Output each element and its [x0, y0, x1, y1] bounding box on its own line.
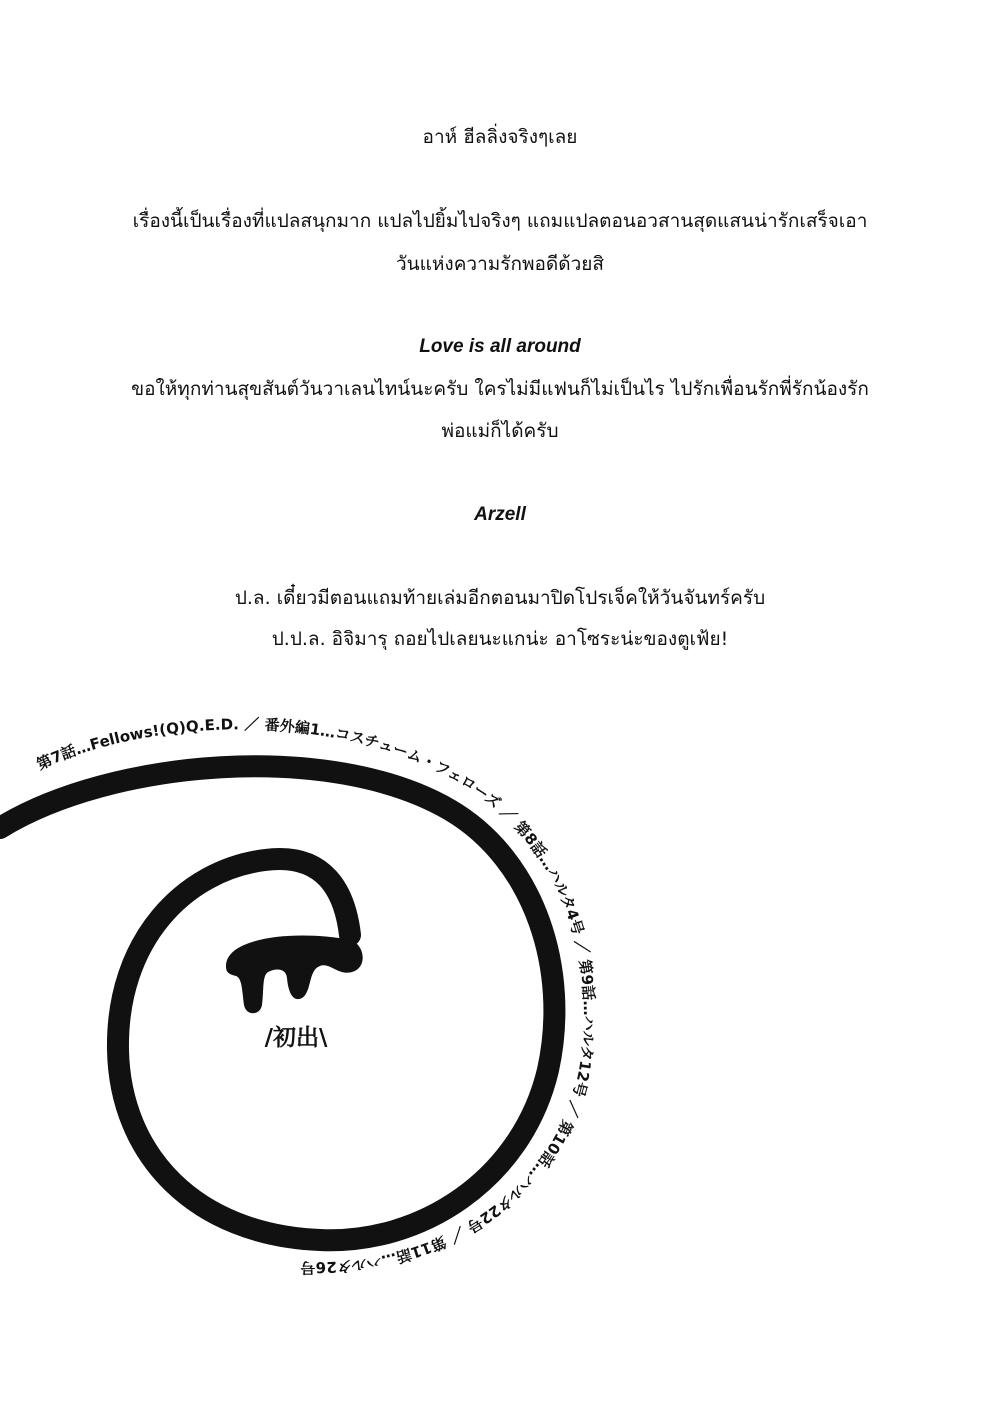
note-ps-2: ป.ป.ล. อิจิมารุ ถอยไปเลยนะแกน่ะ อาโซระน่ะของตูเฟ้ย!	[271, 628, 729, 650]
note-paragraph-1-line-1: เรื่องนี้เป็นเรื่องที่แปลสนุกมาก แปลไปยิ้มไปจริงๆ แถมแปลตอนอวสานสุดแสนน่ารักเสร็จเอา	[132, 210, 868, 232]
spiral-credits-path-text: 第7話…Fellows!(Q)Q.E.D. ／ 番外編1…コスチューム・フェローズ ／ 第8話…ハルタ4号 ／ 第9話…ハルタ12号 ／ 第10話…ハルタ22号 ／ 第11話…ハルタ26号	[33, 715, 599, 1277]
note-line-1: อาห์ ฮีลลิ่งจริงๆเลย	[422, 126, 578, 148]
note-slogan: Love is all around	[419, 336, 581, 357]
spiral-heading: /初出\	[264, 1025, 328, 1051]
note-paragraph-1-line-2: วันแห่งความรักพอดีด้วยสิ	[396, 253, 604, 275]
spiral-stroke	[0, 766, 554, 1240]
note-paragraph-2-line-1: ขอให้ทุกท่านสุขสันต์วันวาเลนไทน์นะครับ ใครไม่มีแฟนก็ไม่เป็นไร ไปรักเพื่อนรักพี่รักน้องรัก	[131, 378, 869, 400]
note-signature: Arzell	[474, 504, 526, 525]
drip-blob	[226, 936, 363, 1014]
note-paragraph-2-line-2: พ่อแม่ก็ได้ครับ	[441, 420, 559, 442]
note-ps-1: ป.ล. เดี๋ยวมีตอนแถมท้ายเล่มอีกตอนมาปิดโปรเจ็คให้วันจันทร์ครับ	[234, 587, 766, 609]
